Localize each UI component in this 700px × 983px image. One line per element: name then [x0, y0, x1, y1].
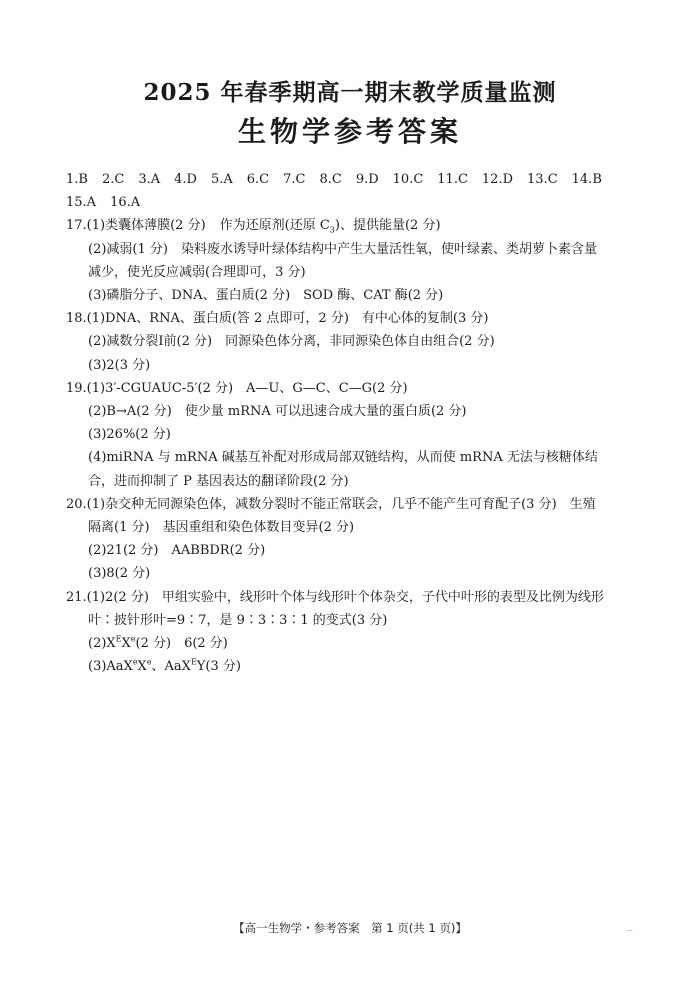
choice-answers-row-2: [66, 191, 646, 214]
q21-part1-line2: 叶∶披针形叶=9∶7，是 9∶3∶3∶1 的变式(3 分): [88, 612, 388, 628]
choice-answer: 2.C: [101, 172, 125, 187]
choice-answer: 14.B: [571, 172, 602, 187]
q20-part3: (3)8(2 分): [88, 566, 151, 582]
choice-answer: 16.A: [110, 195, 141, 211]
choice-answer: 3.A: [138, 172, 161, 187]
choice-answer: 15.A: [66, 195, 97, 211]
choice-answer: 7.C: [283, 172, 306, 187]
q19-part4-line1: (4)miRNA 与 mRNA 碱基互补配对形成局部双链结构，从而使 mRNA 无法与核糖体结: [88, 450, 598, 466]
choice-answer: 11.C: [437, 172, 468, 187]
choice-answers-row-1: [66, 168, 646, 191]
q18-part1: 18.(1)DNA、RNA、蛋白质(答 2 点即可，2 分) 有中心体的复制(3 分): [66, 311, 489, 327]
q17-part3: (3)磷脂分子、DNA、蛋白质(2 分) SOD 酶、CAT 酶(2 分): [88, 288, 444, 304]
answer-body: [66, 168, 646, 678]
q20-part2: (2)21(2 分) AABBDR(2 分): [88, 543, 266, 559]
q21-part2: $(2)X^EXe(2$ 分) 6(2 分): [88, 634, 228, 652]
choice-answer: 8.C: [319, 172, 342, 187]
q18-part2: (2)减数分裂Ⅰ前(2 分) 同源染色体分离，非同源染色体自由组合(2 分): [88, 334, 495, 350]
corner-mark: —: [626, 926, 633, 934]
choice-answer: 5.A: [210, 172, 233, 187]
choice-answer: 9.D: [355, 172, 379, 187]
page-footer: 【高一生物学・参考答案 第 1 页(共 1 页)】: [233, 921, 467, 935]
q17-part2-line2: 减少，使光反应减弱(合理即可，3 分): [88, 264, 306, 280]
q20-part1-line1: 20.(1)杂交种无同源染色体，减数分裂时不能正常联会，几乎不能产生可育配子(3 分) 生殖: [66, 496, 596, 512]
q19-part2: (2)B→A(2 分) 使少量 mRNA 可以迅速合成大量的蛋白质(2 分): [88, 404, 467, 420]
choice-answer: 12.D: [481, 172, 514, 187]
q19-part4-line2: 合，进而抑制了 P 基因表达的翻译阶段(2 分): [88, 473, 349, 489]
q18-part3: (3)2(3 分): [88, 357, 151, 373]
choice-answer: 1.B: [66, 172, 88, 187]
q21-part3: (3)AaX$^e$Xe、AaX$^E$Y(3 分): [88, 657, 241, 675]
q19-part1: 19.(1)3′-CGUAUC-5′(2 分) A—U、G—C、C—G(2 分): [66, 380, 408, 396]
exam-title: 2025 年春季期高一期末教学质量监测: [143, 79, 557, 106]
q21-part1-line1: 21.(1)2(2 分) 甲组实验中，线形叶个体与线形叶个体杂交，子代中叶形的表型及比例为线形: [66, 589, 604, 605]
choice-answer: 13.C: [527, 172, 558, 187]
q17-part1: 17.(1)类囊体薄膜(2 分) 作为还原剂(还原 $C_3$)、提供能量(2 分): [66, 218, 441, 235]
q20-part1-line2: 隔离(1 分) 基因重组和染色体数目变异(2 分): [88, 520, 355, 536]
q19-part3: (3)26%(2 分): [88, 427, 171, 443]
choice-answer: 10.C: [392, 172, 424, 187]
choice-answer: 6.C: [246, 172, 270, 187]
choice-answer: 4.D: [174, 172, 197, 187]
q17-part2-line1: (2)减弱(1 分) 染料废水诱导叶绿体结构中产生大量活性氧，使叶绿素、类胡萝卜素含量: [88, 241, 597, 257]
answer-key-title: 生物学参考答案: [237, 115, 462, 148]
